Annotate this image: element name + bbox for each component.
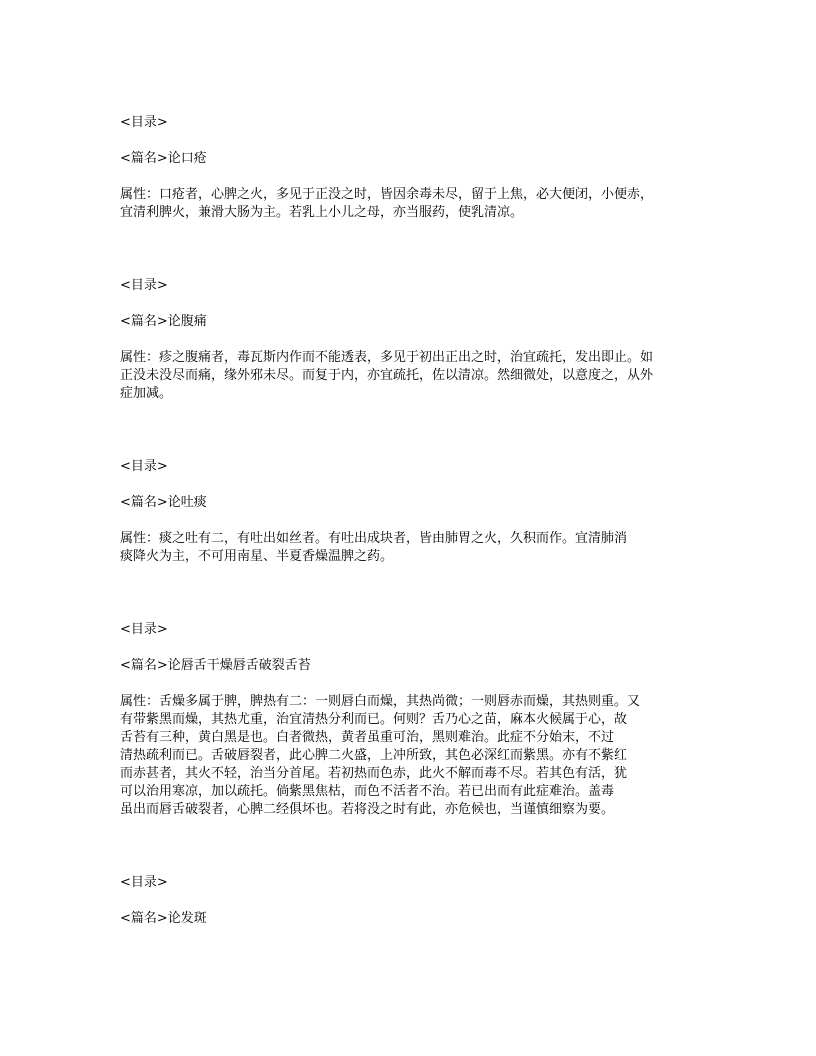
section-body [120,530,700,566]
toc-label: <目录> [120,875,168,890]
body-line: 舌苔有三种，黄白黑是也。白者微热，黄者虽重可治，黑则难治。此症不分始末，不过 [120,730,615,745]
section-body [120,693,700,819]
section-chunshe [120,621,700,819]
body-line: 痰降火为主，不可用南星、半夏香燥温脾之药。 [120,549,394,564]
section-title: <篇名>论吐痰 [120,495,207,510]
toc-label: <目录> [120,459,168,474]
section-kouchuang [120,114,700,222]
body-line: 属性：痰之吐有二，有吐出如丝者。有吐出成块者，皆由肺胃之火，久积而作。宜清肺消 [120,531,628,546]
section-futong [120,277,700,403]
toc-label: <目录> [120,115,168,130]
section-tutan [120,458,700,566]
section-body [120,349,700,403]
section-title: <篇名>论腹痛 [120,314,207,329]
section-title: <篇名>论唇舌干燥唇舌破裂舌苔 [120,658,311,673]
body-line: 清热疏利而已。舌破唇裂者，此心脾二火盛，上冲所致，其色必深红而紫黑。亦有不紫红 [120,748,628,763]
body-line: 属性：口疮者，心脾之火，多见于正没之时，皆因余毒未尽，留于上焦，必大便闭，小便赤， [120,187,654,202]
section-title: <篇名>论发斑 [120,911,207,926]
toc-label: <目录> [120,622,168,637]
body-line: 正没未没尽而痛，缘外邪未尽。而复于内，亦宜疏托，佐以清凉。然细微处，以意度之，从外 [120,368,654,383]
body-line: 属性：疹之腹痛者，毒瓦斯内作而不能透表，多见于初出正出之时，治宜疏托，发出即止。如 [120,350,654,365]
body-line: 而赤甚者，其火不轻，治当分首尾。若初热而色赤，此火不解而毒不尽。若其色有活，犹 [120,766,628,781]
body-line: 宜清利脾火，兼滑大肠为主。若乳上小儿之母，亦当服药，使乳清凉。 [120,205,524,220]
body-line: 虽出而唇舌破裂者，心脾二经俱坏也。若将没之时有此，亦危候也，当谨慎细察为要。 [120,802,615,817]
section-faban [120,874,700,928]
section-body [120,186,700,222]
section-title: <篇名>论口疮 [120,151,207,166]
body-line: 可以治用寒凉，加以疏托。倘紫黑焦枯，而色不活者不治。若已出而有此症难治。盖毒 [120,784,615,799]
toc-label: <目录> [120,278,168,293]
body-line: 症加减。 [120,386,173,401]
body-line: 有带紫黑而燥，其热尤重，治宜清热分利而已。何则？舌乃心之苗，麻本火候属于心，故 [120,712,628,727]
body-line: 属性：舌燥多属于脾，脾热有二：一则唇白而燥，其热尚微；一则唇赤而燥，其热则重。又 [120,694,641,709]
